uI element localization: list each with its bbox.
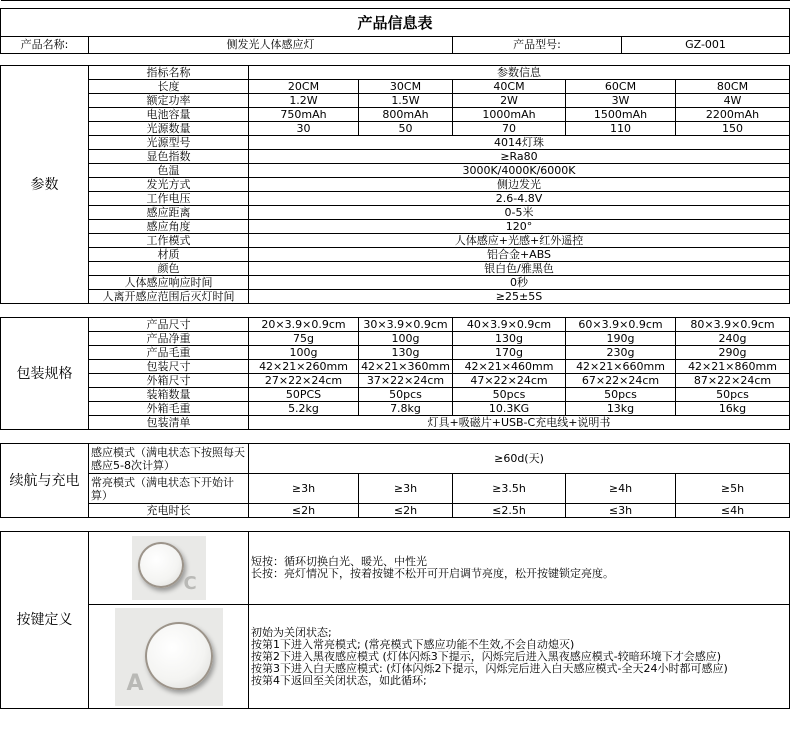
spacer-row <box>1 430 790 444</box>
button-a-line: 初始为关闭状态; <box>251 625 332 639</box>
product-model-value: GZ-001 <box>622 37 790 54</box>
param-value: 800mAh <box>359 108 453 122</box>
param-value: ≥25±5S <box>249 290 790 304</box>
pack-value: 27×22×24cm <box>249 374 359 388</box>
buttons-section-label: 按键定义 <box>1 532 89 709</box>
param-label: 人离开感应范围后灭灯时间 <box>89 290 249 304</box>
pack-value: 42×21×460mm <box>453 360 566 374</box>
pack-value: 100g <box>359 332 453 346</box>
pack-value: 80×3.9×0.9cm <box>676 318 790 332</box>
pack-list-value: 灯具+吸磁片+USB-C充电线+说明书 <box>249 416 790 430</box>
pack-value: 13kg <box>566 402 676 416</box>
always-on-value: ≥3.5h <box>453 474 566 504</box>
param-value: 人体感应+光感+红外遥控 <box>249 234 790 248</box>
pack-value: 50pcs <box>359 388 453 402</box>
pack-label: 外箱毛重 <box>89 402 249 416</box>
pack-value: 130g <box>359 346 453 360</box>
pack-value: 67×22×24cm <box>566 374 676 388</box>
param-label: 光源型号 <box>89 136 249 150</box>
param-value: 50 <box>359 122 453 136</box>
pack-value: 30×3.9×0.9cm <box>359 318 453 332</box>
pack-label: 包装尺寸 <box>89 360 249 374</box>
param-value: 4W <box>676 94 790 108</box>
param-value: 1.5W <box>359 94 453 108</box>
spacer-row <box>1 518 790 532</box>
pack-label: 外箱尺寸 <box>89 374 249 388</box>
page-title: 产品信息表 <box>1 9 790 37</box>
param-value: 750mAh <box>249 108 359 122</box>
param-label: 电池容量 <box>89 108 249 122</box>
pack-value: 42×21×660mm <box>566 360 676 374</box>
pack-value: 16kg <box>676 402 790 416</box>
param-value: 银白色/雅黑色 <box>249 262 790 276</box>
pack-value: 42×21×860mm <box>676 360 790 374</box>
button-c-description <box>249 532 790 605</box>
spacer-row <box>1 1 790 9</box>
param-value: 110 <box>566 122 676 136</box>
button-c-photo <box>132 536 206 600</box>
params-section-label: 参数 <box>1 66 89 304</box>
button-c-line: 长按：亮灯情况下，按着按键不松开可开启调节亮度，松开按键锁定亮度。 <box>251 567 614 580</box>
product-model-label: 产品型号: <box>453 37 622 54</box>
packaging-section-label: 包装规格 <box>1 318 89 430</box>
param-label: 工作电压 <box>89 192 249 206</box>
param-value: ≥Ra80 <box>249 150 790 164</box>
product-name-value: 侧发光人体感应灯 <box>89 37 453 54</box>
param-label: 额定功率 <box>89 94 249 108</box>
pack-value: 60×3.9×0.9cm <box>566 318 676 332</box>
param-value: 3000K/4000K/6000K <box>249 164 790 178</box>
button-a-line: 按第3下进入白天感应模式: (灯体闪烁2下提示，闪烁完后进入白天感应模式-全天24小时都可感应) <box>251 661 728 675</box>
spacer-row <box>1 304 790 318</box>
pack-value: 50pcs <box>566 388 676 402</box>
pack-value: 47×22×24cm <box>453 374 566 388</box>
params-header-value: 参数信息 <box>249 66 790 80</box>
charging-value: ≤4h <box>676 504 790 518</box>
button-a-line: 按第2下进入黑夜感应模式 (灯体闪烁3下提示，闪烁完后进入黑夜感应模式-较暗环境下才会感应) <box>251 649 722 663</box>
param-value: 4014灯珠 <box>249 136 790 150</box>
battery-section-label: 续航与充电 <box>1 444 89 518</box>
button-a-description <box>249 605 790 709</box>
button-a-photo <box>115 608 223 706</box>
param-label: 工作模式 <box>89 234 249 248</box>
button-a-line: 按第1下进入常亮模式; (常亮模式下感应功能不生效,不会自动熄灭) <box>251 637 575 651</box>
param-value: 40CM <box>453 80 566 94</box>
always-on-value: ≥3h <box>359 474 453 504</box>
always-on-label: 常亮模式（满电状态下开始计算） <box>89 474 249 504</box>
product-name-label: 产品名称: <box>1 37 89 54</box>
param-label: 长度 <box>89 80 249 94</box>
param-value: 150 <box>676 122 790 136</box>
pack-value: 37×22×24cm <box>359 374 453 388</box>
param-label: 人体感应响应时间 <box>89 276 249 290</box>
param-value: 30CM <box>359 80 453 94</box>
button-c-photo-cell <box>89 532 249 605</box>
pack-value: 87×22×24cm <box>676 374 790 388</box>
pack-value: 5.2kg <box>249 402 359 416</box>
pack-value: 240g <box>676 332 790 346</box>
pack-value: 170g <box>453 346 566 360</box>
pack-list-label: 包装清单 <box>89 416 249 430</box>
sensor-mode-value: ≥60d(天) <box>249 444 790 474</box>
pack-value: 100g <box>249 346 359 360</box>
param-value: 60CM <box>566 80 676 94</box>
param-value: 铝合金+ABS <box>249 248 790 262</box>
param-label: 感应角度 <box>89 220 249 234</box>
param-label: 色温 <box>89 164 249 178</box>
pack-value: 75g <box>249 332 359 346</box>
pack-value: 42×21×260mm <box>249 360 359 374</box>
always-on-value: ≥3h <box>249 474 359 504</box>
param-value: 2W <box>453 94 566 108</box>
button-a-line: 按第4下返回至关闭状态，如此循环; <box>251 673 427 687</box>
pack-label: 产品尺寸 <box>89 318 249 332</box>
param-value: 1500mAh <box>566 108 676 122</box>
button-a-circle <box>145 622 213 690</box>
button-c-line: 短按：循环切换白光、暖光、中性光 <box>251 555 427 568</box>
button-a-letter: A <box>126 670 144 696</box>
param-value: 70 <box>453 122 566 136</box>
pack-value: 50pcs <box>676 388 790 402</box>
param-value: 2200mAh <box>676 108 790 122</box>
pack-label: 产品毛重 <box>89 346 249 360</box>
sensor-mode-label: 感应模式（满电状态下按照每天感应5-8次计算） <box>89 444 249 474</box>
button-c-letter: C <box>183 573 197 594</box>
pack-value: 7.8kg <box>359 402 453 416</box>
param-label: 光源数量 <box>89 122 249 136</box>
pack-value: 50pcs <box>453 388 566 402</box>
param-value: 0秒 <box>249 276 790 290</box>
param-label: 颜色 <box>89 262 249 276</box>
param-value: 3W <box>566 94 676 108</box>
pack-value: 190g <box>566 332 676 346</box>
charging-value: ≤3h <box>566 504 676 518</box>
pack-label: 装箱数量 <box>89 388 249 402</box>
param-label: 显色指数 <box>89 150 249 164</box>
charging-value: ≤2h <box>359 504 453 518</box>
param-value: 0-5米 <box>249 206 790 220</box>
pack-value: 230g <box>566 346 676 360</box>
param-value: 1.2W <box>249 94 359 108</box>
param-label: 感应距离 <box>89 206 249 220</box>
pack-value: 50PCS <box>249 388 359 402</box>
pack-value: 42×21×360mm <box>359 360 453 374</box>
charging-label: 充电时长 <box>89 504 249 518</box>
param-value: 2.6-4.8V <box>249 192 790 206</box>
param-value: 1000mAh <box>453 108 566 122</box>
pack-value: 40×3.9×0.9cm <box>453 318 566 332</box>
button-c-circle <box>138 542 184 588</box>
param-value: 30 <box>249 122 359 136</box>
param-label: 材质 <box>89 248 249 262</box>
param-value: 20CM <box>249 80 359 94</box>
pack-value: 130g <box>453 332 566 346</box>
charging-value: ≤2.5h <box>453 504 566 518</box>
pack-value: 290g <box>676 346 790 360</box>
spacer-row <box>1 54 790 66</box>
params-header-label: 指标名称 <box>89 66 249 80</box>
always-on-value: ≥4h <box>566 474 676 504</box>
pack-label: 产品净重 <box>89 332 249 346</box>
param-value: 侧边发光 <box>249 178 790 192</box>
charging-value: ≤2h <box>249 504 359 518</box>
button-a-photo-cell <box>89 605 249 709</box>
always-on-value: ≥5h <box>676 474 790 504</box>
pack-value: 20×3.9×0.9cm <box>249 318 359 332</box>
param-value: 120° <box>249 220 790 234</box>
param-value: 80CM <box>676 80 790 94</box>
param-label: 发光方式 <box>89 178 249 192</box>
pack-value: 10.3KG <box>453 402 566 416</box>
